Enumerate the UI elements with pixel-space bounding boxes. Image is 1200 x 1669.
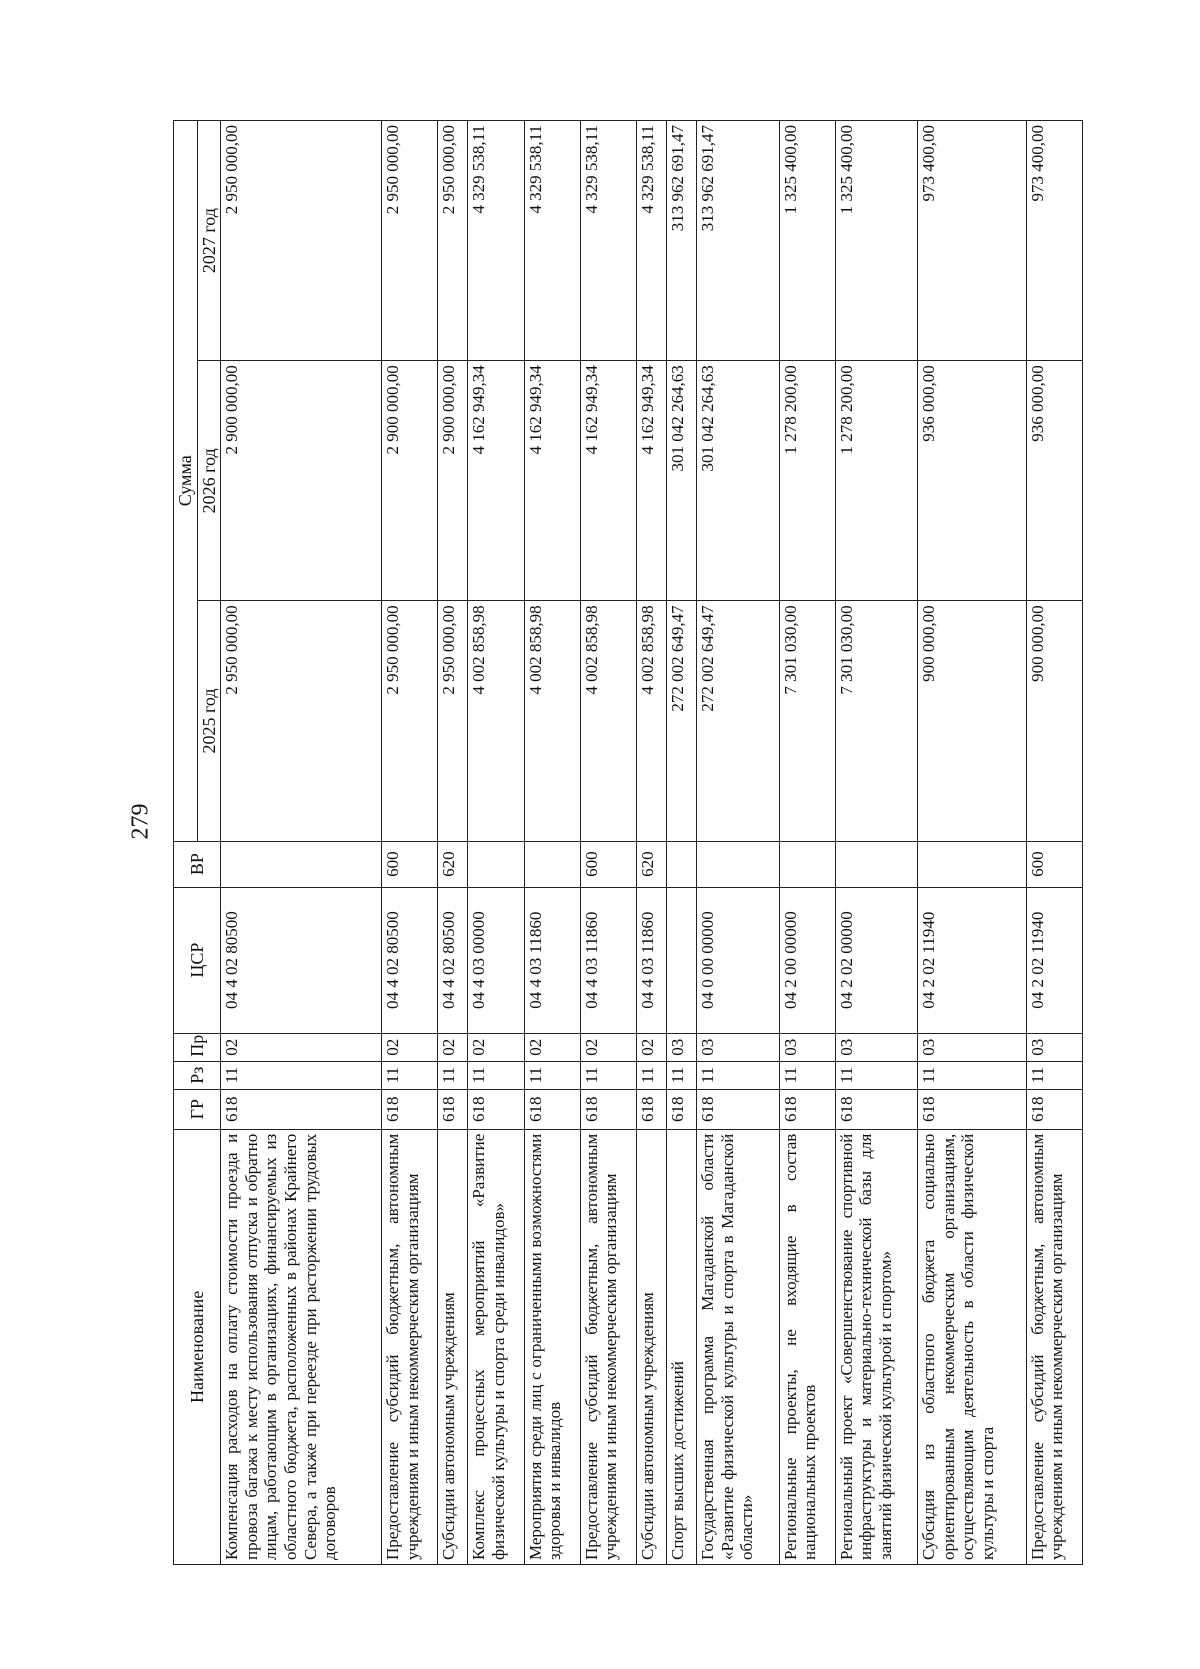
header-vr: ВР xyxy=(174,841,221,887)
cell-2025: 4 002 858,98 xyxy=(468,601,524,841)
cell-gr: 618 xyxy=(697,1089,779,1129)
cell-pr: 03 xyxy=(697,1033,779,1061)
cell-csr: 04 0 00 00000 xyxy=(697,887,779,1033)
header-rz: Рз xyxy=(174,1061,221,1089)
cell-rz: 11 xyxy=(580,1061,636,1089)
header-name: Наименование xyxy=(174,1129,221,1564)
cell-name: Субсидии автономным учреждениям xyxy=(637,1129,667,1564)
cell-vr xyxy=(468,841,524,887)
cell-name: Региональный проект «Совершенствование спортивной инфраструктуры и материально-технической базы для занятий физической культурой и спортом» xyxy=(835,1129,917,1564)
cell-rz: 11 xyxy=(382,1061,438,1089)
cell-csr: 04 2 02 11940 xyxy=(918,887,1026,1033)
cell-2026: 301 042 264,63 xyxy=(667,361,697,601)
cell-2025: 272 002 649,47 xyxy=(697,601,779,841)
cell-gr: 618 xyxy=(580,1089,636,1129)
cell-pr: 02 xyxy=(438,1033,468,1061)
cell-name: Компенсация расходов на оплату стоимости проезда и провоза багажа к месту использования отпуска и обратно лицам, работающим в организациях, финансируемых из областного бюджета, расположенных в районах Крайнего Севера, а также при переезде при расторжении трудовых договоров xyxy=(221,1129,382,1564)
cell-2027: 313 962 691,47 xyxy=(697,121,779,361)
cell-2025: 900 000,00 xyxy=(1026,601,1082,841)
budget-table xyxy=(173,120,1083,1565)
cell-2026: 2 900 000,00 xyxy=(221,361,382,601)
cell-2026: 4 162 949,34 xyxy=(580,361,636,601)
cell-rz: 11 xyxy=(524,1061,580,1089)
cell-2027: 2 950 000,00 xyxy=(221,121,382,361)
table-row xyxy=(918,121,1026,1565)
cell-rz: 11 xyxy=(779,1061,835,1089)
cell-gr: 618 xyxy=(667,1089,697,1129)
cell-2027: 313 962 691,47 xyxy=(667,121,697,361)
cell-pr: 02 xyxy=(524,1033,580,1061)
cell-name: Субсидия из областного бюджета социально ориентированным некоммерческим организациям, осуществляющим деятельность в области физической культуры и спорта xyxy=(918,1129,1026,1564)
cell-2025: 2 950 000,00 xyxy=(382,601,438,841)
cell-vr xyxy=(835,841,917,887)
cell-2025: 4 002 858,98 xyxy=(580,601,636,841)
cell-2026: 4 162 949,34 xyxy=(468,361,524,601)
cell-2027: 1 325 400,00 xyxy=(835,121,917,361)
cell-csr: 04 4 02 80500 xyxy=(438,887,468,1033)
cell-vr: 600 xyxy=(580,841,636,887)
cell-2025: 900 000,00 xyxy=(918,601,1026,841)
header-2026: 2026 год xyxy=(197,361,221,601)
table-row xyxy=(835,121,917,1565)
cell-2026: 4 162 949,34 xyxy=(524,361,580,601)
cell-name: Предоставление субсидий бюджетным, автономным учреждениям и иным некоммерческим организациям xyxy=(1026,1129,1082,1564)
cell-name: Спорт высших достижений xyxy=(667,1129,697,1564)
table-row xyxy=(438,121,468,1565)
cell-vr xyxy=(779,841,835,887)
table-body xyxy=(221,121,1083,1565)
cell-2025: 4 002 858,98 xyxy=(637,601,667,841)
cell-name: Предоставление субсидий бюджетным, автономным учреждениям и иным некоммерческим организациям xyxy=(580,1129,636,1564)
cell-pr: 03 xyxy=(835,1033,917,1061)
rotated-page-content xyxy=(173,120,1083,1565)
cell-2025: 272 002 649,47 xyxy=(667,601,697,841)
cell-csr: 04 2 02 11940 xyxy=(1026,887,1082,1033)
cell-2026: 1 278 200,00 xyxy=(835,361,917,601)
cell-2027: 4 329 538,11 xyxy=(524,121,580,361)
cell-csr: 04 2 02 00000 xyxy=(835,887,917,1033)
cell-rz: 11 xyxy=(835,1061,917,1089)
header-gr: ГР xyxy=(174,1089,221,1129)
cell-2027: 2 950 000,00 xyxy=(382,121,438,361)
cell-2027: 973 400,00 xyxy=(918,121,1026,361)
cell-2025: 4 002 858,98 xyxy=(524,601,580,841)
cell-gr: 618 xyxy=(221,1089,382,1129)
table-row xyxy=(637,121,667,1565)
cell-pr: 02 xyxy=(580,1033,636,1061)
cell-gr: 618 xyxy=(438,1089,468,1129)
cell-pr: 03 xyxy=(1026,1033,1082,1061)
cell-pr: 02 xyxy=(382,1033,438,1061)
cell-csr: 04 4 03 11860 xyxy=(637,887,667,1033)
cell-name: Государственная программа Магаданской области «Развитие физической культуры и спорта в Магаданской области» xyxy=(697,1129,779,1564)
cell-2025: 7 301 030,00 xyxy=(779,601,835,841)
header-sum: Сумма xyxy=(174,121,198,842)
cell-vr xyxy=(524,841,580,887)
cell-2026: 4 162 949,34 xyxy=(637,361,667,601)
cell-rz: 11 xyxy=(667,1061,697,1089)
cell-pr: 02 xyxy=(468,1033,524,1061)
cell-rz: 11 xyxy=(637,1061,667,1089)
cell-2027: 1 325 400,00 xyxy=(779,121,835,361)
cell-gr: 618 xyxy=(1026,1089,1082,1129)
cell-csr: 04 2 00 00000 xyxy=(779,887,835,1033)
cell-rz: 11 xyxy=(468,1061,524,1089)
cell-2025: 2 950 000,00 xyxy=(221,601,382,841)
table-row xyxy=(221,121,382,1565)
cell-rz: 11 xyxy=(918,1061,1026,1089)
cell-2026: 2 900 000,00 xyxy=(438,361,468,601)
table-row xyxy=(580,121,636,1565)
cell-vr: 600 xyxy=(1026,841,1082,887)
page-number: 279 xyxy=(127,803,154,840)
cell-pr: 03 xyxy=(667,1033,697,1061)
cell-csr: 04 4 03 00000 xyxy=(468,887,524,1033)
cell-gr: 618 xyxy=(524,1089,580,1129)
cell-gr: 618 xyxy=(468,1089,524,1129)
cell-csr: 04 4 03 11860 xyxy=(524,887,580,1033)
cell-rz: 11 xyxy=(697,1061,779,1089)
header-pr: Пр xyxy=(174,1033,221,1061)
table-row xyxy=(779,121,835,1565)
cell-pr: 03 xyxy=(918,1033,1026,1061)
cell-vr xyxy=(697,841,779,887)
cell-gr: 618 xyxy=(779,1089,835,1129)
cell-gr: 618 xyxy=(382,1089,438,1129)
cell-2027: 4 329 538,11 xyxy=(580,121,636,361)
cell-2026: 936 000,00 xyxy=(1026,361,1082,601)
cell-2026: 301 042 264,63 xyxy=(697,361,779,601)
cell-csr: 04 4 02 80500 xyxy=(221,887,382,1033)
cell-2026: 2 900 000,00 xyxy=(382,361,438,601)
cell-name: Комплекс процессных мероприятий «Развитие физической культуры и спорта среди инвалидов» xyxy=(468,1129,524,1564)
table-row xyxy=(382,121,438,1565)
table-row xyxy=(468,121,524,1565)
cell-name: Мероприятия среди лиц с ограниченными возможностями здоровья и инвалидов xyxy=(524,1129,580,1564)
cell-rz: 11 xyxy=(1026,1061,1082,1089)
cell-vr: 620 xyxy=(438,841,468,887)
table-row xyxy=(1026,121,1082,1565)
header-csr: ЦСР xyxy=(174,887,221,1033)
cell-2025: 7 301 030,00 xyxy=(835,601,917,841)
cell-2027: 4 329 538,11 xyxy=(637,121,667,361)
cell-vr: 620 xyxy=(637,841,667,887)
cell-2027: 2 950 000,00 xyxy=(438,121,468,361)
cell-name: Субсидии автономным учреждениям xyxy=(438,1129,468,1564)
cell-name: Предоставление субсидий бюджетным, автономным учреждениям и иным некоммерческим организациям xyxy=(382,1129,438,1564)
cell-pr: 02 xyxy=(637,1033,667,1061)
cell-vr: 600 xyxy=(382,841,438,887)
header-2025: 2025 год xyxy=(197,601,221,841)
cell-vr xyxy=(667,841,697,887)
cell-csr xyxy=(667,887,697,1033)
cell-gr: 618 xyxy=(835,1089,917,1129)
cell-pr: 02 xyxy=(221,1033,382,1061)
cell-rz: 11 xyxy=(438,1061,468,1089)
cell-pr: 03 xyxy=(779,1033,835,1061)
table-row xyxy=(667,121,697,1565)
cell-rz: 11 xyxy=(221,1061,382,1089)
table-row xyxy=(524,121,580,1565)
cell-gr: 618 xyxy=(637,1089,667,1129)
cell-name: Региональные проекты, не входящие в состав национальных проектов xyxy=(779,1129,835,1564)
cell-2027: 4 329 538,11 xyxy=(468,121,524,361)
cell-2025: 2 950 000,00 xyxy=(438,601,468,841)
cell-2027: 973 400,00 xyxy=(1026,121,1082,361)
table-row xyxy=(697,121,779,1565)
header-2027: 2027 год xyxy=(197,121,221,361)
cell-2026: 1 278 200,00 xyxy=(779,361,835,601)
cell-vr xyxy=(221,841,382,887)
cell-gr: 618 xyxy=(918,1089,1026,1129)
cell-csr: 04 4 02 80500 xyxy=(382,887,438,1033)
cell-vr xyxy=(918,841,1026,887)
cell-csr: 04 4 03 11860 xyxy=(580,887,636,1033)
cell-2026: 936 000,00 xyxy=(918,361,1026,601)
